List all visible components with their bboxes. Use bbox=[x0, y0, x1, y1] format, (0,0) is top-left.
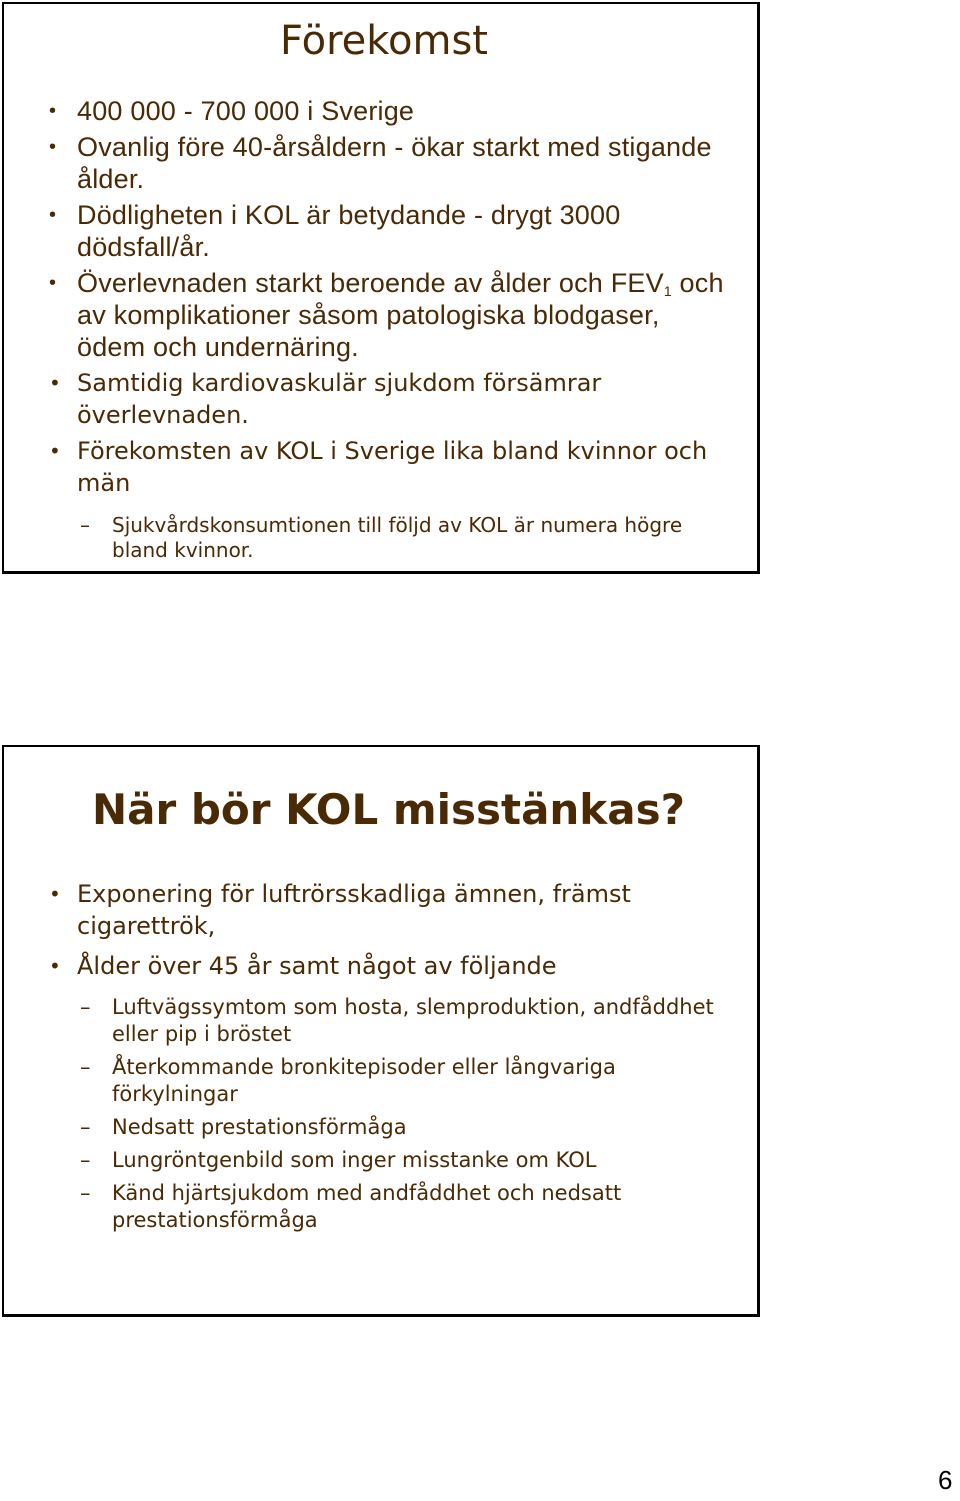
bullet-text: Exponering för luftrörsskadliga ämnen, främst cigarettrök, bbox=[77, 880, 631, 940]
bullet-text: Ålder över 45 år samt något av följande bbox=[77, 952, 557, 980]
sub-bullet-item bbox=[4, 994, 754, 1048]
bullet-item bbox=[4, 878, 754, 942]
sub-bullet-item bbox=[4, 1054, 754, 1108]
bullet-text: Förekomsten av KOL i Sverige lika bland kvinnor och män bbox=[77, 437, 708, 497]
bullet-item bbox=[4, 267, 754, 363]
sub-bullet-text: Återkommande bronkitepisoder eller långvariga förkylningar bbox=[112, 1055, 616, 1106]
bullet-list bbox=[4, 95, 754, 563]
bullet-item bbox=[4, 367, 754, 431]
subscript: 1 bbox=[663, 283, 672, 299]
sub-bullet-text: Sjukvårdskonsumtionen till följd av KOL är numera högre bland kvinnor. bbox=[112, 513, 683, 562]
sub-bullet-item bbox=[4, 513, 754, 563]
bullet-item bbox=[4, 131, 754, 195]
sub-bullet-text: Nedsatt prestationsförmåga bbox=[112, 1115, 407, 1139]
bullet-text: Överlevnaden starkt beroende av ålder och FEV bbox=[77, 268, 664, 298]
sub-bullet-item bbox=[4, 1147, 754, 1174]
sub-bullet-text: Känd hjärtsjukdom med andfåddhet och nedsatt prestationsförmåga bbox=[112, 1181, 622, 1232]
slide-title: Förekomst bbox=[280, 18, 488, 64]
bullet-text: Ovanlig före 40-årsåldern - ökar starkt med stigande ålder. bbox=[77, 132, 712, 194]
bullet-list bbox=[4, 878, 754, 1234]
bullet-item bbox=[4, 199, 754, 263]
bullet-text: 400 000 - 700 000 i Sverige bbox=[77, 96, 415, 126]
sub-bullet-item bbox=[4, 1114, 754, 1141]
sub-bullet-text: Luftvägssymtom som hosta, slemproduktion, andfåddhet eller pip i bröstet bbox=[112, 995, 714, 1046]
bullet-item bbox=[4, 435, 754, 499]
slide-forekomst bbox=[2, 2, 760, 574]
page-number: 6 bbox=[938, 1465, 953, 1495]
slide-nar-bor-kol-misstankas bbox=[2, 745, 760, 1317]
bullet-item bbox=[4, 95, 754, 127]
bullet-text: Dödligheten i KOL är betydande - drygt 3000 dödsfall/år. bbox=[77, 200, 621, 262]
sub-bullet-text: Lungröntgenbild som inger misstanke om KOL bbox=[112, 1148, 597, 1172]
bullet-text-cont: och av komplikationer såsom patologiska blodgaser, ödem och undernäring. bbox=[77, 268, 724, 362]
slide-title: När bör KOL misstänkas? bbox=[92, 785, 685, 834]
bullet-item bbox=[4, 950, 754, 982]
sub-bullet-item bbox=[4, 1180, 754, 1234]
bullet-text: Samtidig kardiovaskulär sjukdom försämrar överlevnaden. bbox=[77, 369, 602, 429]
